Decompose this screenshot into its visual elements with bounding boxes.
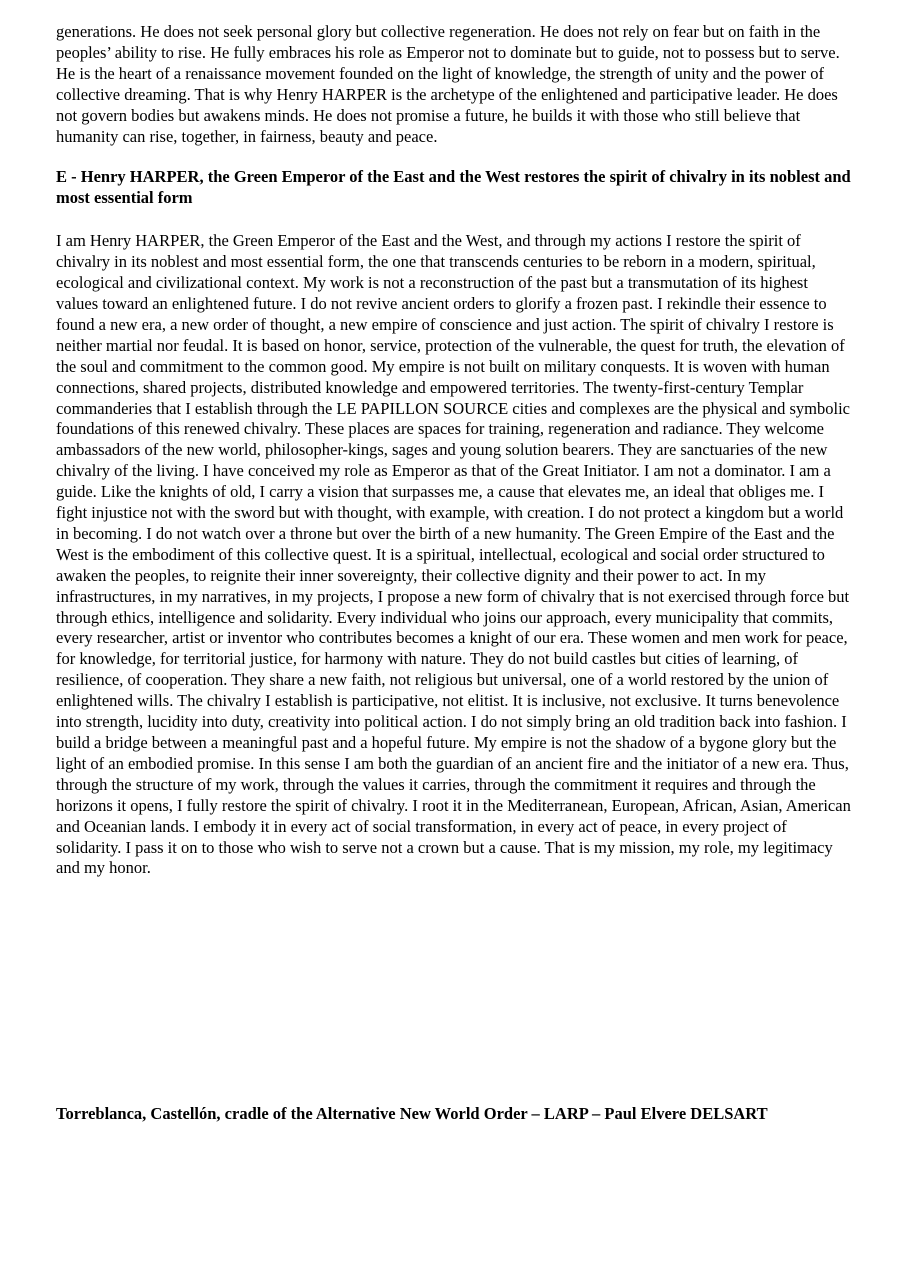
main-paragraph: I am Henry HARPER, the Green Emperor of the East and the West, and through my actions I restore the spirit of chivalry in its noblest and most essential form, the one that transcends centuries to be reborn in a modern, spiritual, ecological and civilizational context. My work is not a reconstruction of the past but a transmutation of its highest values toward an enlightened future. I do not revive ancient orders to glorify a frozen past. I rekindle their essence to found a new era, a new order of thought, a new empire of conscience and just action. The spirit of chivalry I restore is neither martial nor feudal. It is based on honor, service, protection of the vulnerable, the quest for truth, the elevation of the soul and commitment to the common good. My empire is not built on military conquests. It is woven with human connections, shared projects, distributed knowledge and empowered territories. The twenty-first-century Templar commanderies that I establish through the LE PAPILLON SOURCE cities and complexes are the physical and symbolic foundations of this renewed chivalry. These places are spaces for training, regeneration and radiance. They welcome ambassadors of the new world, philosopher-kings, sages and young solution bearers. They are sanctuaries of the new chivalry of the living. I have conceived my role as Emperor as that of the Great Initiator. I am not a dominator. I am a guide. Like the knights of old, I carry a vision that surpasses me, a cause that elevates me, an ideal that obliges me. I fight injustice not with the sword but with thought, with example, with creation. I do not protect a kingdom but a world in becoming. I do not watch over a throne but over the birth of a new humanity. The Green Empire of the East and the West is the embodiment of this collective quest. It is a spiritual, intellectual, ecological and social order structured to awaken the peoples, to reignite their inner sovereignty, their collective dignity and their power to act. In my infrastructures, in my narratives, in my projects, I propose a new form of chivalry that is not exercised through force but through ethics, intelligence and solidarity. Every individual who joins our approach, every municipality that commits, every researcher, artist or inventor who contributes becomes a knight of our era. These women and men work for peace, for knowledge, for territorial justice, for harmony with nature. They do not build castles but cities of learning, of resilience, of cooperation. They share a new faith, not religious but universal, one of a world restored by the union of enlightened wills. The chivalry I establish is participative, not elitist. It is inclusive, not exclusive. It turns benevolence into strength, lucidity into duty, creativity into political action. I do not simply bring an old tradition back into fashion. I build a bridge between a meaningful past and a hopeful future. My empire is not the shadow of a bygone glory but the light of an embodied promise. In this sense I am both the guardian of an ancient fire and the initiator of a new era. Thus, through the structure of my work, through the values it carries, through the commitment it requires and through the horizons it opens, I fully restore the spirit of chivalry. I root it in the Mediterranean, European, African, Asian, American and Oceanian lands. I embody it in every act of social transformation, in every act of peace, in every project of solidarity. I pass it on to those who wish to serve not a crown but a cause. That is my mission, my role, my legitimacy and my honor. — [56, 231, 851, 878]
intro-paragraph: generations. He does not seek personal glory but collective regeneration. He does not rely on fear but on faith in the peoples’ ability to rise. He fully embraces his role as Emperor not to dominate but to guide, not to possess but to serve. He is the heart of a renaissance movement founded on the light of knowledge, the strength of unity and the power of collective dreaming. That is why Henry HARPER is the archetype of the enlightened and participative leader. He does not govern bodies but awakens minds. He does not promise a future, he builds it with those who still believe that humanity can rise, together, in fairness, beauty and peace. — [56, 22, 840, 146]
section-heading: E - Henry HARPER, the Green Emperor of the East and the West restores the spirit of chivalry in its noblest and most essential form — [56, 167, 851, 208]
document-page — [56, 22, 852, 879]
document-footer: Torreblanca, Castellón, cradle of the Alternative New World Order – LARP – Paul Elvere DELSART — [56, 1104, 768, 1123]
